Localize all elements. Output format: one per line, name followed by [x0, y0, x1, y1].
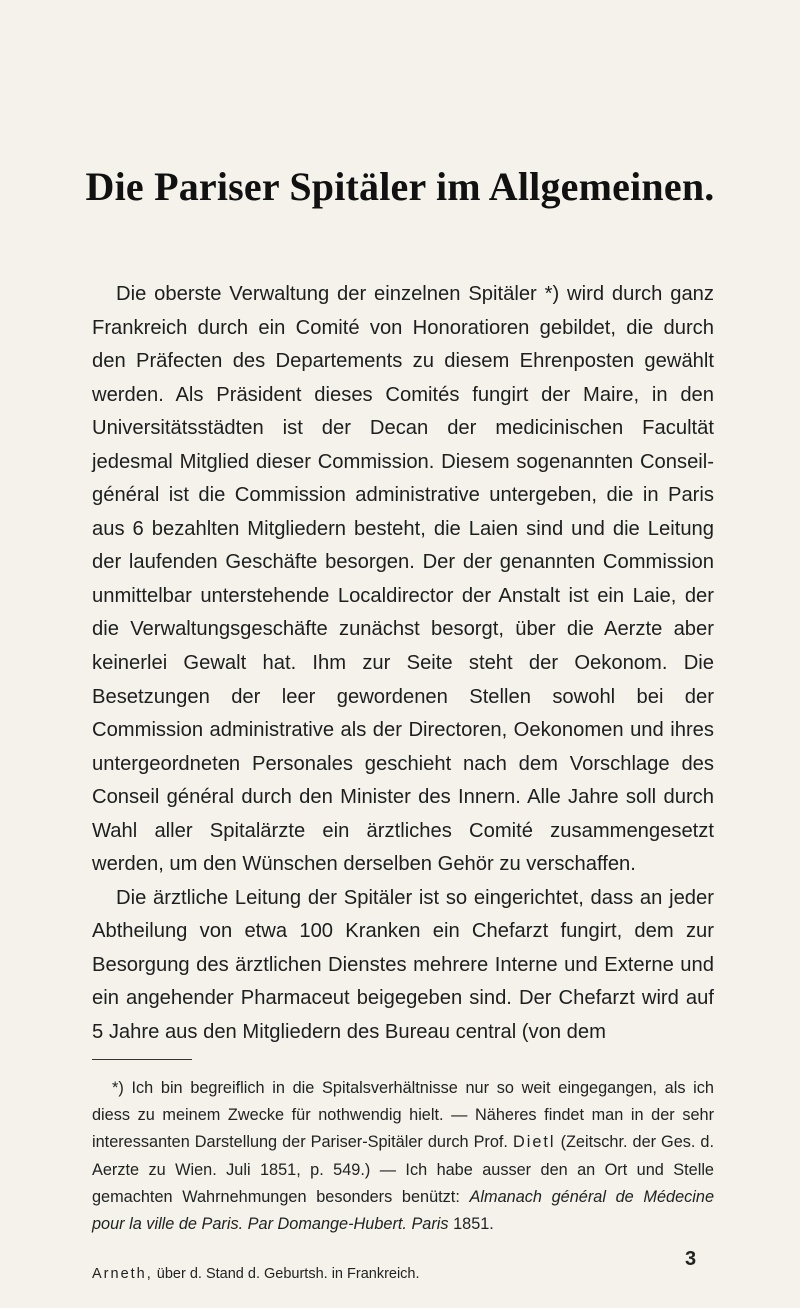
- page-number: 3: [685, 1248, 697, 1270]
- footer-author: Arneth,: [92, 1266, 153, 1282]
- footnote-text: (Zeitschr. der Ges. d. Aerzte zu Wien. Juli 1851, p. 549.) — Ich habe ausser den an Ort und Stelle gemachten Wahrnehmungen besonders benützt:: [92, 1133, 715, 1206]
- paragraph: Die oberste Verwaltung der einzelnen Spitäler *) wird durch ganz Frankreich durch ein Comité von Honoratioren gebildet, die durch den Präfecten des Departements zu diesem Ehrenposten gewählt werden. Als Präsident dieses Comités fungirt der Maire, in den Universitätsstädten ist der Decan der medicinischen Facultät jedesmal Mitglied dieser Commission. Diesem sogenannten Conseil-général ist die Commission administrative untergeben, die in Paris aus 6 bezahlten Mitgliedern besteht, die Laien sind und die Leitung der laufenden Geschäfte besorgen. Der der genannten Commission unmittelbar unterstehende Localdirector der Anstalt ist ein Laie, der die Verwaltungsgeschäfte zunächst besorgt, über die Aerzte aber keinerlei Gewalt hat. Ihm zur Seite steht der Oekonom. Die Besetzungen der leer gewordenen Stellen sowohl bei der Commission administrative als der Directoren, Oekonomen und ihres untergeordneten Personales geschieht nach dem Vorschlage des Conseil général durch den Minister des Innern. Alle Jahre soll durch Wahl aller Spitalärzte ein ärztliches Comité zusammengesetzt werden, um den Wünschen derselben Gehör zu verschaffen.: [92, 283, 714, 876]
- footnote-divider: [92, 1059, 192, 1060]
- footnote-marker: *): [112, 1079, 124, 1097]
- footer-text: über d. Stand d. Geburtsh. in Frankreich.: [156, 1266, 420, 1282]
- paragraph: Die ärztliche Leitung der Spitäler ist so eingerichtet, dass an jeder Abtheilung von etwa 100 Kranken ein Chefarzt fungirt, dem zur Besorgung des ärztlichen Dienstes mehrere Interne und Externe und ein angehender Pharmaceut beigegeben sind. Der Chefarzt wird auf 5 Jahre aus den Mitgliedern des Bureau central (von dem: [92, 886, 714, 1044]
- chapter-title: Die Pariser Spitäler im Allgemeinen.: [85, 164, 715, 209]
- footnote-year: 1851.: [453, 1215, 494, 1234]
- footnote: [92, 1075, 714, 1238]
- footnote-author: Dietl: [512, 1133, 556, 1152]
- running-footer: [92, 1266, 714, 1282]
- footnote-text: Ich bin begreiflich in die Spitalsverhältnisse nur so weit eingegangen, als ich diess zu meinem Zwecke für nothwendig hielt. — Näheres findet man in der sehr interessanten Darstellung der Pariser-Spitäler durch Prof.: [92, 1079, 714, 1152]
- footnote-source-title: Almanach général de Médecine pour la ville de Paris. Par Domange-Hubert. Paris: [92, 1187, 714, 1234]
- body-text: [92, 278, 714, 1050]
